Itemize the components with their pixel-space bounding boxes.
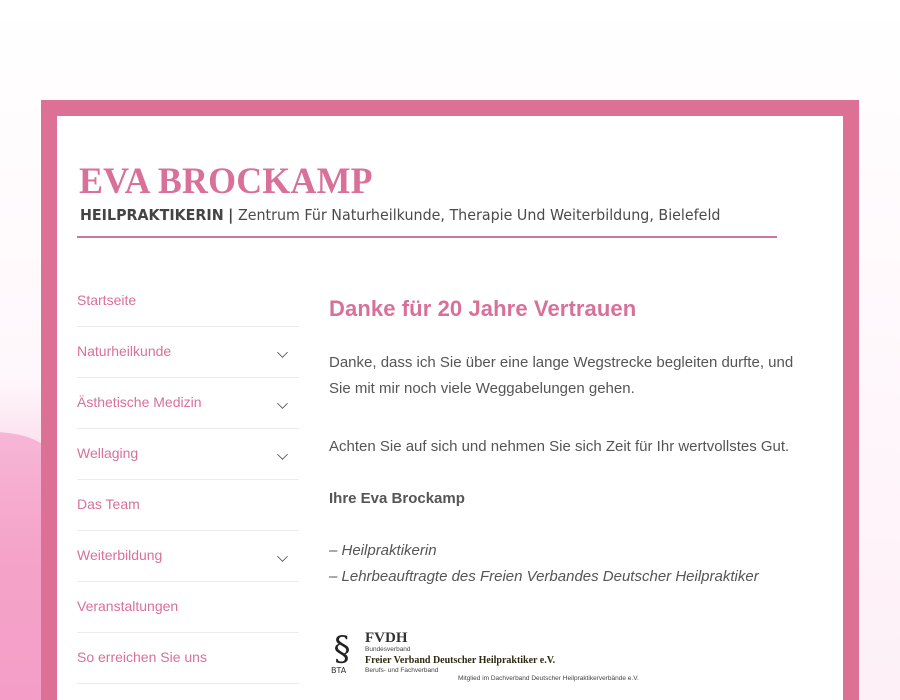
nav-item-weiterbildung[interactable] xyxy=(77,531,299,582)
main-content xyxy=(329,296,809,680)
logo-mark-caption: BTA xyxy=(331,666,347,675)
nav-item-wellaging[interactable] xyxy=(77,429,299,480)
logo-abbreviation: FVDH xyxy=(365,630,408,646)
chevron-down-icon[interactable] xyxy=(277,551,288,562)
page-heading: Danke für 20 Jahre Vertrauen xyxy=(329,296,637,321)
page-frame xyxy=(41,100,859,700)
chevron-down-icon[interactable] xyxy=(277,347,288,358)
logo-full-name: Freier Verband Deutscher Heilpraktiker e.V. xyxy=(365,655,556,666)
fvdh-logo[interactable] xyxy=(329,629,639,682)
page-container xyxy=(57,116,843,700)
nav-item-naturheilkunde[interactable] xyxy=(77,327,299,378)
tagline-separator: | xyxy=(228,206,234,224)
chevron-down-icon[interactable] xyxy=(277,398,288,409)
chevron-down-icon[interactable] xyxy=(277,449,288,460)
nav-item-label[interactable]: Ästhetische Medizin xyxy=(77,394,202,410)
nav-item-startseite[interactable] xyxy=(77,276,299,327)
paragraph-care: Achten Sie auf sich und nehmen Sie sich Zeit für Ihr wertvollstes Gut. xyxy=(329,438,790,455)
nav-item-label[interactable]: Weiterbildung xyxy=(77,547,163,563)
paragraph-thanks: Danke, dass ich Sie über eine lange Wegstrecke begleiten durfte, und Sie mit mir noch viele Weggabelungen gehen. xyxy=(329,354,794,397)
tagline-rest: Zentrum Für Naturheilkunde, Therapie Und Weiterbildung, Bielefeld xyxy=(237,206,721,224)
signature: Ihre Eva Brockamp xyxy=(329,490,465,507)
header-divider xyxy=(77,236,777,238)
nav-item-label[interactable]: Naturheilkunde xyxy=(77,343,172,359)
role-lehrbeauftragte: – Lehrbeauftragte des Freien Verbandes Deutscher Heilpraktiker xyxy=(329,568,759,585)
nav-item-veranstaltungen[interactable] xyxy=(77,582,299,633)
nav-item-label[interactable]: Das Team xyxy=(77,496,140,512)
role-heilpraktikerin: – Heilpraktikerin xyxy=(329,542,437,559)
nav-item-label[interactable]: Startseite xyxy=(77,292,137,308)
nav-item-aesthetische-medizin[interactable] xyxy=(77,378,299,429)
site-tagline xyxy=(80,206,720,224)
logo-subtitle-fachverband: Berufs- und Fachverband xyxy=(365,667,439,674)
logo-membership-note: Mitglied im Dachverband Deutscher Heilpraktikerverbände e.V. xyxy=(458,675,639,682)
nav-item-label[interactable]: Veranstaltungen xyxy=(77,598,179,614)
tagline-strong: HEILPRAKTIKERIN xyxy=(80,206,224,224)
nav-item-label[interactable]: So erreichen Sie uns xyxy=(77,649,207,665)
logo-subtitle-bundesverband: Bundesverband xyxy=(365,646,411,653)
nav-item-label[interactable]: Wellaging xyxy=(77,445,139,461)
nav-item-so-erreichen-sie-uns[interactable] xyxy=(77,633,299,684)
nav-item-das-team[interactable] xyxy=(77,480,299,531)
caduceus-icon: § xyxy=(333,629,351,669)
sidebar-nav xyxy=(77,276,299,684)
site-title[interactable]: EVA BROCKAMP xyxy=(79,161,373,202)
